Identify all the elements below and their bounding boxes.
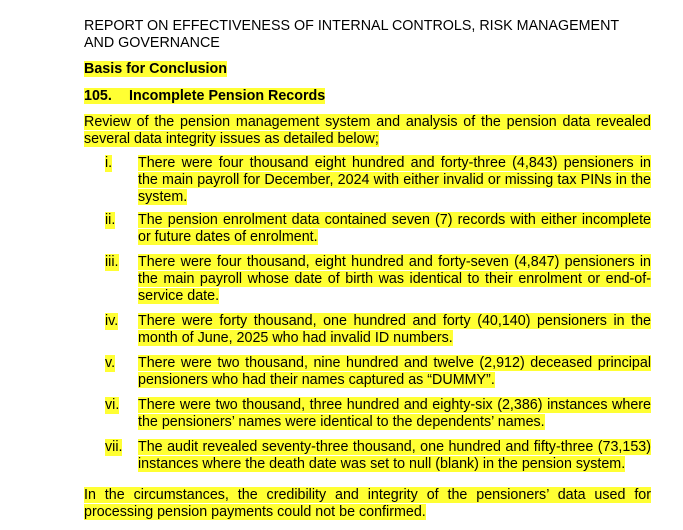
section-title: Incomplete Pension Records (129, 88, 326, 104)
list-item-marker: vi. (105, 397, 120, 413)
basis-heading (84, 61, 651, 78)
list-item-text: There were four thousand, eight hundred and forty-seven (4,847) pensioners in the main payroll whose date of birth was identical to their enrolment or end-of-service date. (138, 254, 651, 304)
list-item-marker: iv. (105, 313, 119, 329)
findings-list (84, 155, 651, 473)
intro-text: Review of the pension management system and analysis of the pension data revealed several data integrity issues as detailed below; (84, 114, 651, 147)
closing-paragraph (84, 487, 651, 521)
list-item (84, 313, 651, 347)
basis-heading-text: Basis for Conclusion (84, 61, 227, 77)
list-item-text: There were four thousand eight hundred and forty-three (4,843) pensioners in the main payroll for December, 2024 with either invalid or missing tax PINs in the system. (138, 155, 651, 205)
list-item-text: There were forty thousand, one hundred and forty (40,140) pensioners in the month of June, 2025 who had invalid ID numbers. (138, 313, 651, 346)
list-item-marker: ii. (105, 212, 116, 228)
intro-paragraph (84, 114, 651, 148)
report-header (84, 18, 651, 52)
closing-text: In the circumstances, the credibility and integrity of the pensioners’ data used for processing pension payments could not be confirmed. (84, 487, 651, 520)
list-item-marker: iii. (105, 254, 119, 270)
list-item (84, 397, 651, 431)
document-page (84, 18, 651, 521)
report-header-line2: AND GOVERNANCE (84, 35, 220, 51)
list-item (84, 355, 651, 389)
list-item (84, 439, 651, 473)
list-item (84, 254, 651, 305)
report-header-line1: REPORT ON EFFECTIVENESS OF INTERNAL CONTROLS, RISK MANAGEMENT (84, 18, 620, 34)
list-item-text: The audit revealed seventy-three thousand, one hundred and fifty-three (73,153) instances where the death date was set to null (blank) in the pension system. (138, 439, 651, 472)
list-item (84, 212, 651, 246)
list-item-marker: i. (105, 155, 113, 171)
list-item-marker: vii. (105, 439, 123, 455)
list-item (84, 155, 651, 206)
list-item-text: The pension enrolment data contained seven (7) records with either incomplete or future dates of enrolment. (138, 212, 651, 245)
section-heading (84, 88, 651, 105)
section-heading-highlight (84, 88, 325, 104)
section-number: 105. (84, 88, 112, 104)
list-item-text: There were two thousand, nine hundred and twelve (2,912) deceased principal pensioners who had their names captured as “DUMMY”. (138, 355, 651, 388)
list-item-text: There were two thousand, three hundred and eighty-six (2,386) instances where the pensioners’ names were identical to the dependents’ names. (138, 397, 651, 430)
list-item-marker: v. (105, 355, 116, 371)
